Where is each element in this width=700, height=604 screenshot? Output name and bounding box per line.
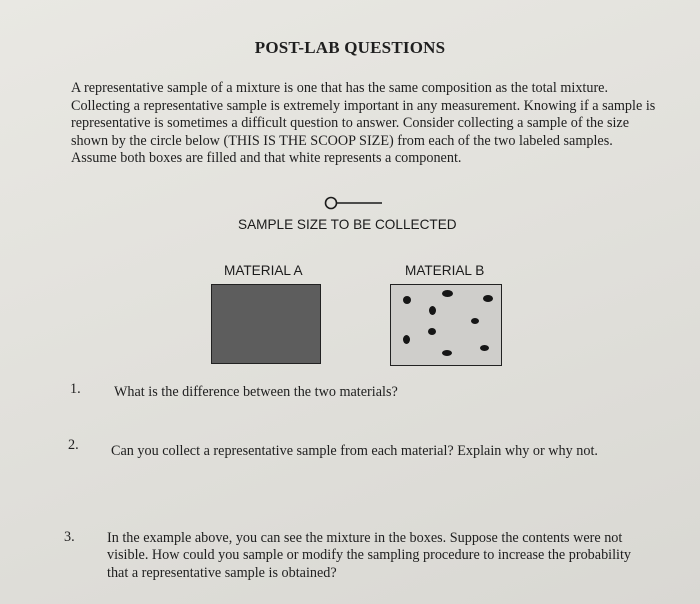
component-dot	[442, 290, 453, 297]
question-line: that a representative sample is obtained?	[107, 564, 337, 581]
material-b-label: MATERIAL B	[405, 263, 485, 278]
component-dot	[480, 345, 489, 351]
intro-line: Assume both boxes are filled and that white represents a component.	[71, 150, 462, 167]
intro-paragraph	[71, 80, 661, 168]
question-1	[114, 384, 398, 401]
question-line: In the example above, you can see the mixture in the boxes. Suppose the contents were not	[107, 530, 623, 546]
component-dot	[403, 335, 410, 344]
material-a-label: MATERIAL A	[224, 263, 303, 278]
component-dot	[442, 350, 452, 356]
intro-line: shown by the circle below (THIS IS THE SCOOP SIZE) from each of the two labeled samples.	[71, 132, 613, 149]
question-2	[111, 443, 598, 460]
question-number: 3.	[64, 529, 75, 545]
intro-line: representative is sometimes a difficult question to answer. Consider collecting a sample of the size	[71, 115, 630, 132]
component-dot	[471, 318, 479, 324]
material-a-box	[211, 284, 321, 364]
question-line: visible. How could you sample or modify the sampling procedure to increase the probability	[107, 547, 632, 564]
question-3	[107, 530, 631, 582]
question-line: What is the difference between the two materials?	[114, 384, 398, 400]
component-dot	[429, 306, 436, 315]
question-line: Can you collect a representative sample from each material? Explain why or why not.	[111, 443, 598, 459]
component-dot	[403, 296, 411, 304]
sample-size-label: SAMPLE SIZE TO BE COLLECTED	[238, 217, 457, 232]
question-number: 2.	[68, 437, 79, 453]
intro-line: A representative sample of a mixture is one that has the same composition as the total mixture.	[71, 80, 609, 96]
component-dot	[483, 295, 493, 302]
scoop-circle-icon	[322, 194, 384, 212]
component-dot	[428, 328, 436, 335]
question-number: 1.	[70, 381, 81, 397]
page-title: POST-LAB QUESTIONS	[254, 38, 446, 57]
intro-line: Collecting a representative sample is extremely important in any measurement. Knowing if a sample is	[71, 97, 656, 114]
material-b-box	[390, 284, 502, 366]
